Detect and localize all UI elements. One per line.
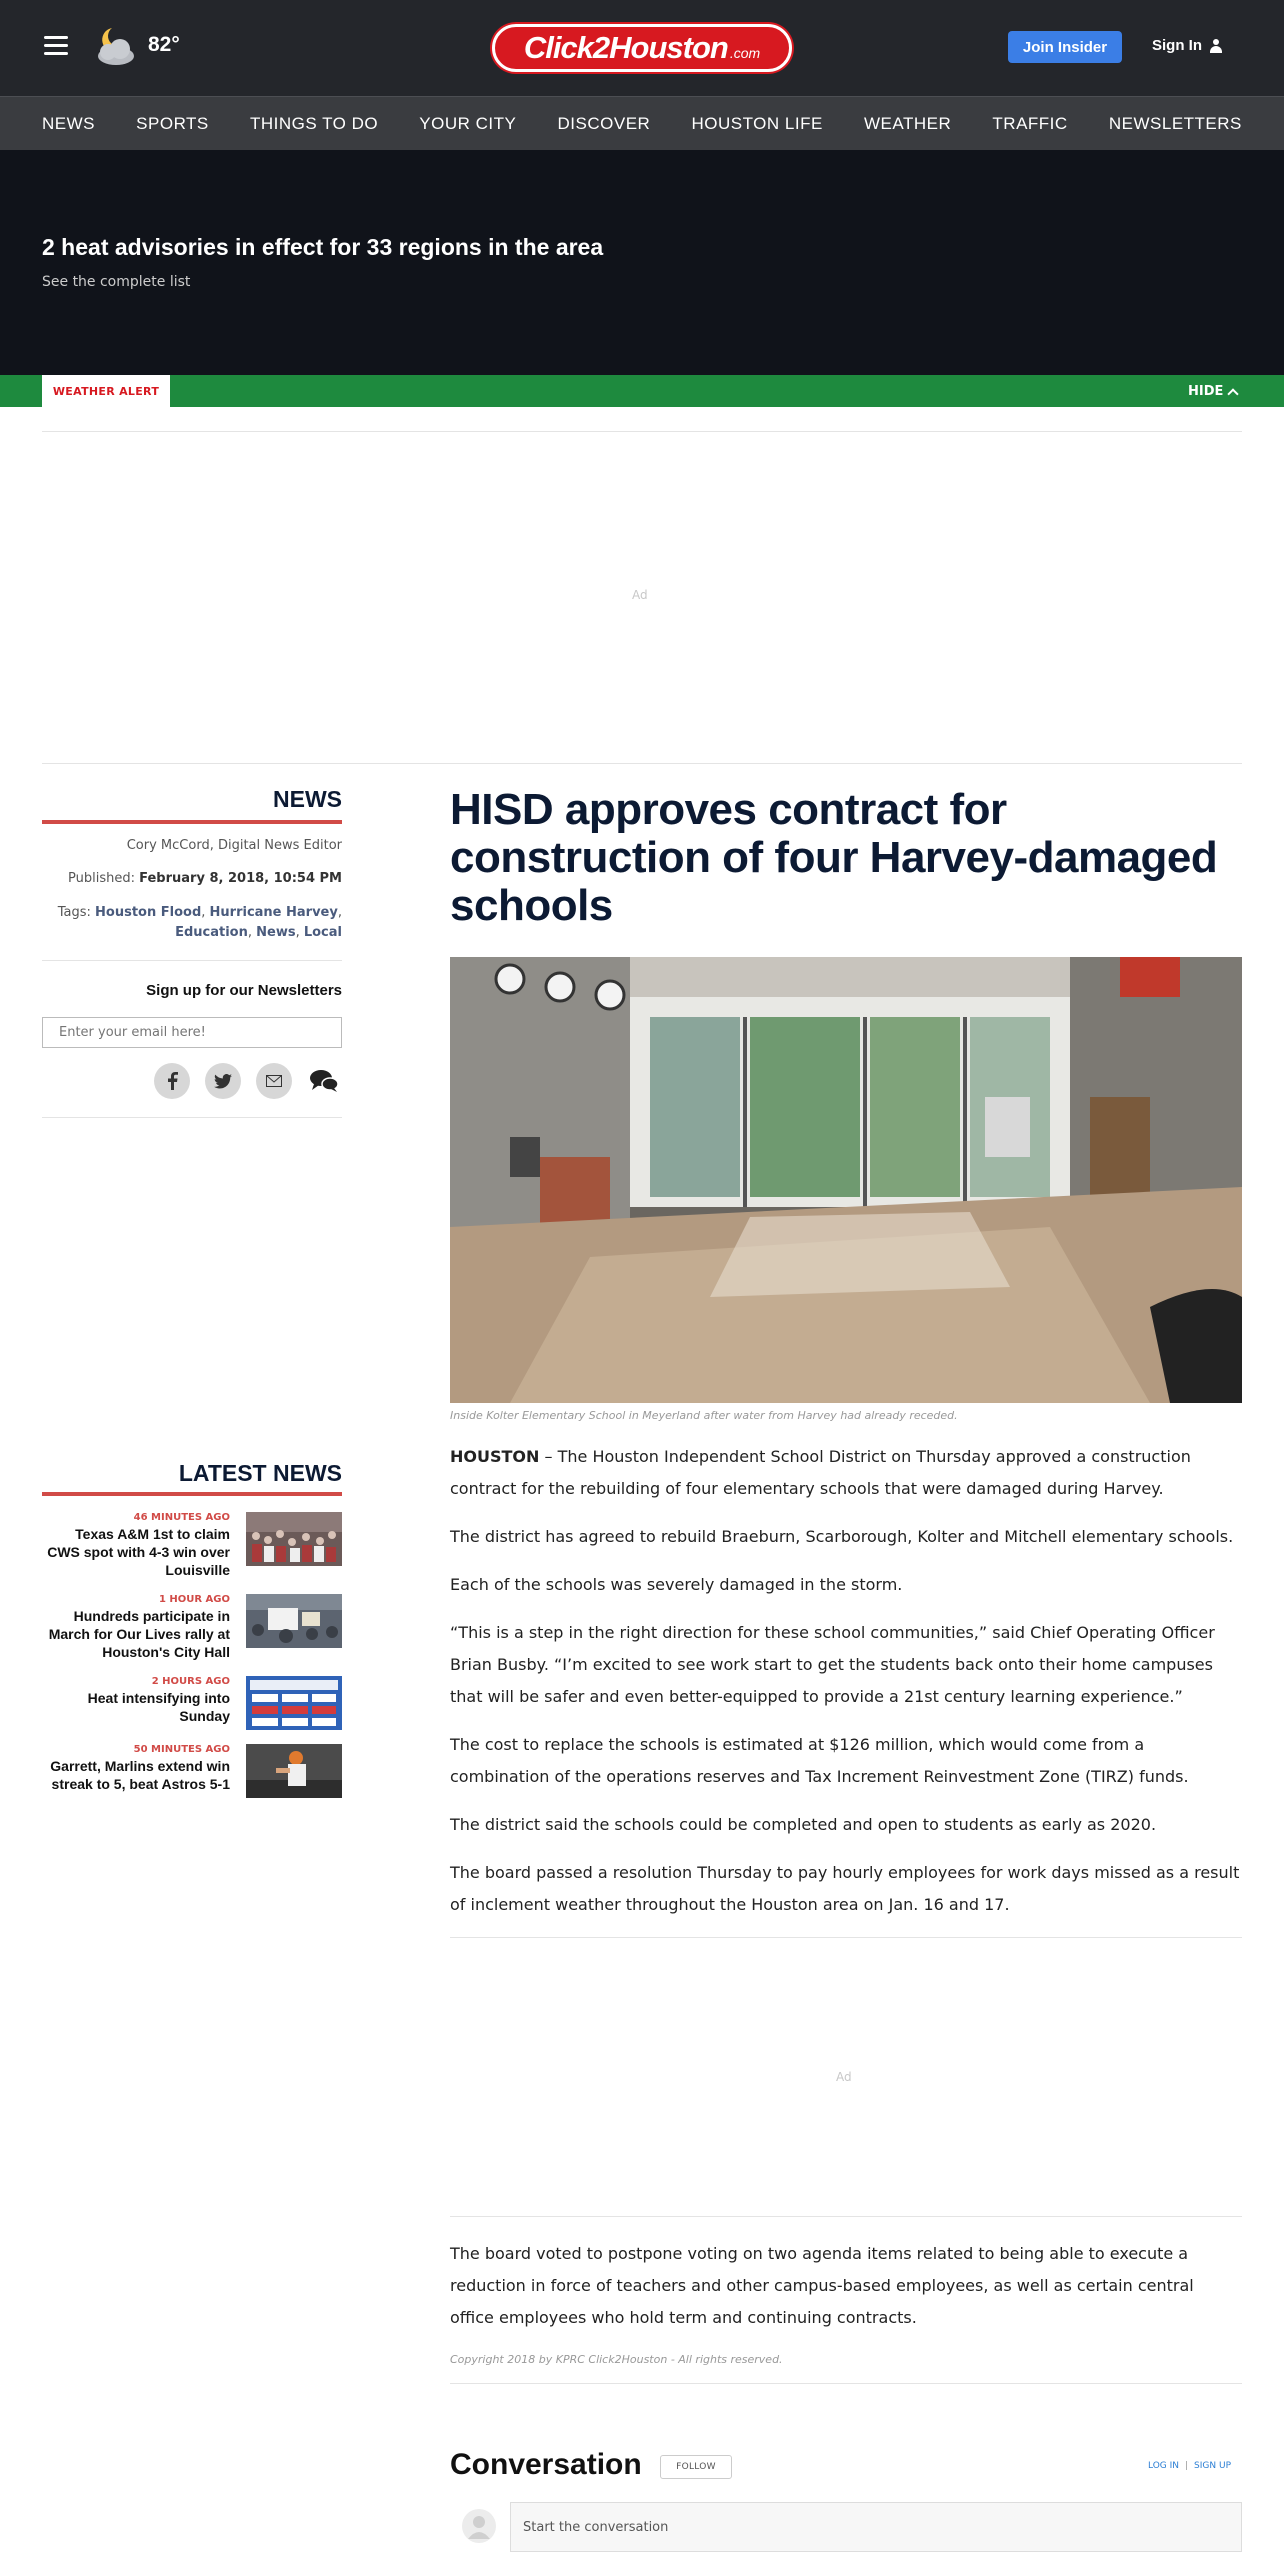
dateline: HOUSTON xyxy=(450,1447,540,1466)
nav-things-to-do[interactable]: THINGS TO DO xyxy=(249,113,379,133)
nav-news[interactable]: NEWS xyxy=(42,113,95,133)
follow-button[interactable]: FOLLOW xyxy=(660,2455,732,2479)
separator: | xyxy=(1185,2461,1189,2471)
nav-sports[interactable]: SPORTS xyxy=(136,113,209,133)
image-caption: Inside Kolter Elementary School in Meyerland after water from Harvey had already receded. xyxy=(450,1409,958,1422)
avatar-icon xyxy=(462,2509,496,2543)
article-paragraph: Each of the schools was severely damaged in the storm. xyxy=(450,1575,903,1594)
alert-link[interactable]: See the complete list xyxy=(42,274,191,290)
log-in-link[interactable]: LOG IN xyxy=(1148,2461,1179,2471)
divider xyxy=(42,763,1242,764)
alert-strip xyxy=(0,375,1284,407)
nav-newsletters[interactable]: NEWSLETTERS xyxy=(1108,113,1242,133)
published-value: February 8, 2018, 10:54 PM xyxy=(139,871,342,886)
sign-in-button[interactable] xyxy=(1152,37,1223,54)
latest-news-item[interactable] xyxy=(42,1676,342,1732)
paragraph-text: – The Houston Independent School District on Thursday approved a construction contract for the rebuilding of four elementary schools that were damaged during Harvey. xyxy=(450,1447,1191,1498)
latest-news-heading: LATEST NEWS xyxy=(178,1460,342,1486)
latest-news-time: 50 MINUTES AGO xyxy=(133,1744,230,1755)
latest-news-time: 1 HOUR AGO xyxy=(158,1594,230,1605)
logo-text: Click2Houston xyxy=(523,30,728,65)
nav-your-city[interactable]: YOUR CITY xyxy=(419,113,517,133)
article-paragraph: The board passed a resolution Thursday to pay hourly employees for work days missed as a result of inclement weather throughout the Houston area on Jan. 16 and 17. xyxy=(450,1863,1240,1914)
latest-news-item[interactable] xyxy=(42,1594,342,1660)
email-icon[interactable] xyxy=(256,1063,292,1099)
sign-in-label: Sign In xyxy=(1152,37,1202,54)
tag-link[interactable]: Education xyxy=(175,925,248,940)
author: Cory McCord, Digital News Editor xyxy=(126,838,342,853)
latest-news-thumbnail[interactable] xyxy=(246,1512,342,1566)
latest-news-time: 46 MINUTES AGO xyxy=(133,1512,230,1523)
latest-news-thumbnail[interactable] xyxy=(246,1676,342,1730)
article-hero-image xyxy=(450,957,1242,1403)
section-rule xyxy=(42,820,342,824)
latest-news-title[interactable]: Garrett, Marlins extend win streak to 5, beat Astros 5-1 xyxy=(50,1758,230,1792)
partly-cloudy-night-icon xyxy=(90,24,140,68)
latest-news-title[interactable]: Heat intensifying into Sunday xyxy=(87,1690,230,1724)
logo-suffix: .com xyxy=(729,45,761,61)
divider xyxy=(42,960,342,961)
menu-icon[interactable] xyxy=(44,36,68,56)
divider xyxy=(450,1937,1242,1938)
join-insider-button[interactable]: Join Insider xyxy=(1008,31,1122,63)
latest-news-item[interactable] xyxy=(42,1744,342,1800)
tag-link[interactable]: News xyxy=(256,925,296,940)
article-headline: HISD approves contract for construction of four Harvey-damaged schools xyxy=(450,785,1218,930)
published-date xyxy=(42,869,342,889)
sign-up-link[interactable]: SIGN UP xyxy=(1194,2461,1231,2471)
tag-link[interactable]: Houston Flood xyxy=(95,905,202,920)
latest-news-time: 2 HOURS AGO xyxy=(151,1676,230,1687)
tags: Tags: Houston Flood, Hurricane Harvey, Education, News, Local xyxy=(57,905,342,940)
hide-alert-button[interactable] xyxy=(1188,384,1237,399)
tag-link[interactable]: Hurricane Harvey xyxy=(209,905,338,920)
published-label: Published: xyxy=(68,871,135,886)
weather-alert-tab[interactable]: WEATHER ALERT xyxy=(42,375,170,407)
weather-alert-banner xyxy=(0,150,1284,375)
section-label[interactable]: NEWS xyxy=(273,786,342,812)
conversation-input[interactable]: Start the conversation xyxy=(510,2502,1242,2552)
newsletter-heading: Sign up for our Newsletters xyxy=(146,982,342,999)
article-paragraph: “This is a step in the right direction for these school communities,” said Chief Operating Officer Brian Busby. “I’m excited to see work start to get the students back onto their home campuses that will be safer and even better-equipped to provide a 21st century learning experience.” xyxy=(450,1623,1215,1706)
ad-placeholder-mid: Ad xyxy=(836,2070,852,2084)
tag-link[interactable]: Local xyxy=(303,925,342,940)
article-paragraph xyxy=(450,1441,1242,1505)
article-paragraph: The district has agreed to rebuild Braeburn, Scarborough, Kolter and Mitchell elementary schools. xyxy=(450,1527,1234,1546)
user-icon xyxy=(1209,39,1223,53)
latest-news-thumbnail[interactable] xyxy=(246,1594,342,1648)
alert-title[interactable]: 2 heat advisories in effect for 33 regions in the area xyxy=(42,234,604,260)
article-paragraph: The district said the schools could be completed and open to students as early as 2020. xyxy=(450,1815,1157,1834)
tags-label: Tags: xyxy=(57,905,91,920)
comments-icon[interactable] xyxy=(306,1063,342,1099)
nav-houston-life[interactable]: HOUSTON LIFE xyxy=(691,113,823,133)
latest-news-rule xyxy=(42,1492,342,1496)
conversation-title: Conversation xyxy=(450,2448,642,2481)
top-header xyxy=(0,0,1284,96)
copyright: Copyright 2018 by KPRC Click2Houston - All rights reserved. xyxy=(450,2353,783,2366)
latest-news-title[interactable]: Hundreds participate in March for Our Lives rally at Houston's City Hall xyxy=(48,1608,230,1660)
article-paragraph: The cost to replace the schools is estimated at $126 million, which would come from a combination of the operations reserves and Tax Increment Reinvestment Zone (TIRZ) funds. xyxy=(450,1735,1189,1786)
article-paragraph: The board voted to postpone voting on two agenda items related to being able to execute a reduction in force of teachers and other campus-based employees, as well as certain central office employees who hold term and continuing contracts. xyxy=(450,2244,1194,2327)
latest-news-thumbnail[interactable] xyxy=(246,1744,342,1798)
latest-news-item[interactable] xyxy=(42,1512,342,1578)
site-logo[interactable] xyxy=(492,24,792,72)
nav-discover[interactable]: DISCOVER xyxy=(557,113,651,133)
facebook-icon[interactable] xyxy=(154,1063,190,1099)
temperature: 82° xyxy=(148,33,180,56)
nav-weather[interactable]: WEATHER xyxy=(863,113,952,133)
ad-placeholder-top: Ad xyxy=(632,588,648,602)
main-nav xyxy=(0,96,1284,150)
divider xyxy=(42,431,1242,432)
chevron-up-icon xyxy=(1228,388,1239,399)
latest-news-title[interactable]: Texas A&M 1st to claim CWS spot with 4-3 win over Louisville xyxy=(47,1526,230,1578)
nav-traffic[interactable]: TRAFFIC xyxy=(992,113,1068,133)
divider xyxy=(450,2383,1242,2384)
twitter-icon[interactable] xyxy=(205,1063,241,1099)
comment-auth-links xyxy=(1148,2461,1231,2471)
newsletter-email-input[interactable] xyxy=(42,1017,342,1048)
divider xyxy=(450,2216,1242,2217)
divider xyxy=(42,1117,342,1118)
hide-label: HIDE xyxy=(1188,384,1224,399)
